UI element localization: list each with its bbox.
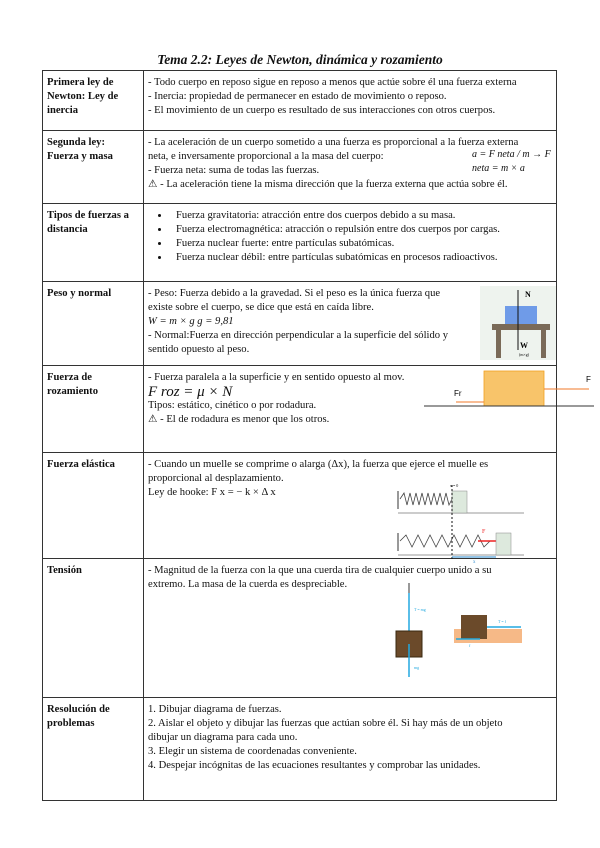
text-line: proporcional al desplazamiento. xyxy=(148,473,284,484)
text-line: - Normal:Fuerza en dirección perpendicular a la superficie del sólido y xyxy=(148,330,449,341)
label-x0: x = 0 xyxy=(450,483,459,488)
weight-formula: W = m × g g = 9,81 xyxy=(148,316,234,327)
tension-diagram xyxy=(394,581,524,681)
label-f: F xyxy=(586,375,591,384)
text-line: - La aceleración de un cuerpo sometido a una fuerza es proporcional a la fuerza externa xyxy=(148,137,519,148)
table-row xyxy=(43,282,557,366)
spring-diagram xyxy=(396,483,526,565)
newton-formula: a = F neta / m → F neta = m × a xyxy=(472,149,551,174)
row-content xyxy=(144,698,557,801)
text-line: extremo. La masa de la cuerda es despreciable. xyxy=(148,579,348,590)
notes-table xyxy=(42,70,591,801)
text-line: - Magnitud de la fuerza con la que una cuerda tira de cualquier cuerpo unido a su xyxy=(148,565,492,576)
text-line: 2. Aislar el objeto y dibujar las fuerzas que actúan sobre él. Si hay más de un objeto xyxy=(148,718,503,729)
label-fr: Fr xyxy=(454,389,462,398)
row-heading: Resolución de problemas xyxy=(43,698,144,801)
friction-diagram xyxy=(424,369,594,409)
row-content xyxy=(144,559,557,698)
list-item: • Fuerza electromagnética: atracción o repulsión entre dos cuerpos por cargas. xyxy=(170,223,552,237)
row-content xyxy=(144,366,591,453)
page-title: Tema 2.2: Leyes de Newton, dinámica y rozamiento xyxy=(157,52,443,67)
row-heading: Fuerza de rozamiento xyxy=(43,366,144,453)
table-row xyxy=(43,204,557,282)
text-line: neta, e inversamente proporcional a la masa del cuerpo: xyxy=(148,151,384,162)
text-line: ⚠ - La aceleración tiene la misma dirección que la fuerza externa que actúa sobre él. xyxy=(148,179,508,190)
weight-normal-diagram xyxy=(480,286,556,360)
label-x: x xyxy=(473,560,476,565)
row-content xyxy=(144,453,557,565)
label-f: f xyxy=(469,643,471,648)
label-t-mg: T = mg xyxy=(414,607,426,612)
table-row xyxy=(43,698,557,801)
text-line: - Inercia: propiedad de permanecer en estado de movimiento o reposo. xyxy=(148,91,447,102)
row-heading: Tipos de fuerzas a distancia xyxy=(43,204,144,282)
text-line: Tipos: estático, cinético o por rodadura. xyxy=(148,400,317,411)
text-line: - Peso: Fuerza debido a la gravedad. Si el peso es la única fuerza que xyxy=(148,288,441,299)
text-line: sentido opuesto al peso. xyxy=(148,344,250,355)
text-line: - El movimiento de un cuerpo es resultado de sus interacciones con otros cuerpos. xyxy=(148,105,496,116)
text-line: - Todo cuerpo en reposo sigue en reposo a menos que actúe sobre él una fuerza externa xyxy=(148,77,517,88)
row-content xyxy=(144,204,557,282)
row-heading: Tensión xyxy=(43,559,144,698)
label-n: N xyxy=(525,290,531,299)
text-line: - Fuerza neta: suma de todas las fuerzas. xyxy=(148,165,320,176)
text-line: existe sobre el cuerpo, se dice que está en caída libre. xyxy=(148,302,374,313)
friction-formula: F roz = μ × N xyxy=(148,384,233,400)
table-row xyxy=(43,366,557,453)
list-item: • Fuerza nuclear débil: entre partículas subatómicas en procesos radioactivos. xyxy=(170,251,552,265)
table-row xyxy=(43,453,557,559)
list-item: • Fuerza nuclear fuerte: entre partículas subatómicas. xyxy=(170,237,552,251)
label-mg: (m×g) xyxy=(519,352,530,357)
text-line: dibujar un diagrama para cada uno. xyxy=(148,732,298,743)
table-row xyxy=(43,71,557,131)
table-row xyxy=(43,559,557,698)
text-line: - Cuando un muelle se comprime o alarga (Δx), la fuerza que ejerce el muelle es xyxy=(148,459,489,470)
row-heading: Peso y normal xyxy=(43,282,144,366)
row-content xyxy=(144,282,557,366)
hooke-law: Ley de hooke: F x = − k × Δ x xyxy=(148,487,276,498)
row-heading: Segunda ley: Fuerza y masa xyxy=(43,131,144,204)
label-f: F xyxy=(482,529,486,535)
text-line: 1. Dibujar diagrama de fuerzas. xyxy=(148,704,282,715)
text-line: 4. Despejar incógnitas de las ecuaciones resultantes y comprobar las unidades. xyxy=(148,760,481,771)
row-heading: Primera ley de Newton: Ley de inercia xyxy=(43,71,144,131)
row-content xyxy=(144,71,557,131)
text-line: ⚠ - El de rodadura es menor que los otros. xyxy=(148,414,330,425)
text-line: 3. Elegir un sistema de coordenadas conveniente. xyxy=(148,746,357,757)
label-mg: mg xyxy=(414,665,420,670)
row-content xyxy=(144,131,557,204)
text-line: - Fuerza paralela a la superficie y en sentido opuesto al mov. xyxy=(148,372,405,383)
label-t-f: T = f xyxy=(498,619,506,624)
row-heading: Fuerza elástica xyxy=(43,453,144,559)
table-row xyxy=(43,131,557,204)
list-item: • Fuerza gravitatoria: atracción entre dos cuerpos debido a su masa. xyxy=(170,209,552,223)
label-w: W xyxy=(520,341,528,350)
